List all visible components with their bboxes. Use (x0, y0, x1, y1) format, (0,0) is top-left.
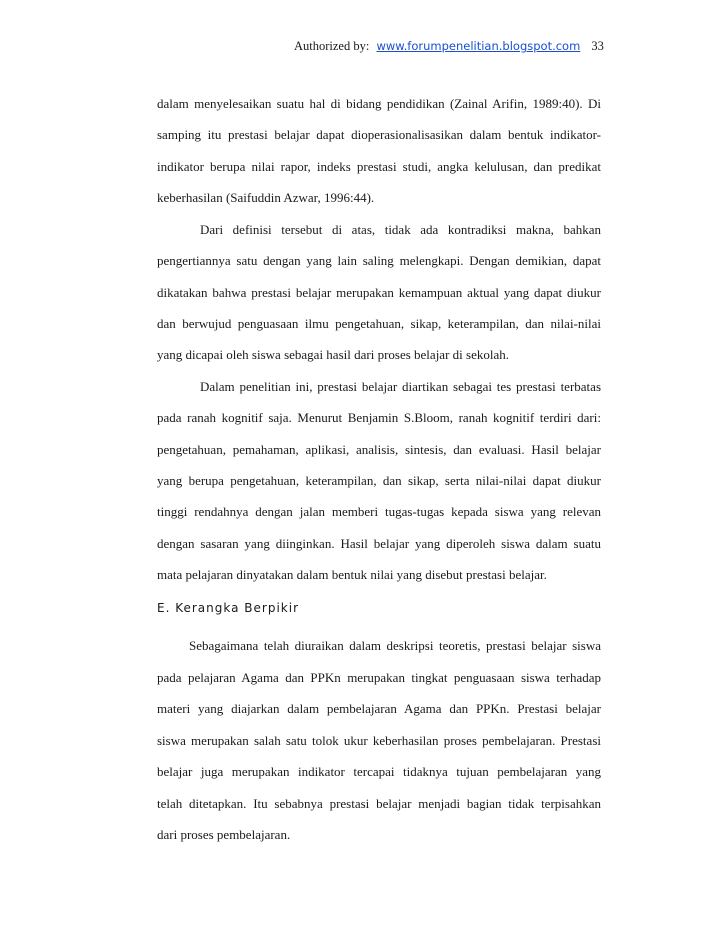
body-line: Dari definisi tersebut di atas, tidak ada kontradiksi makna, bahkan (200, 222, 601, 237)
body-line: yang berupa pengetahuan, keterampilan, dan sikap, serta nilai-nilai dapat diukur (157, 473, 601, 488)
body-line: pada ranah kognitif saja. Menurut Benjamin S.Bloom, ranah kognitif terdiri dari: (157, 410, 601, 425)
body-line: pada pelajaran Agama dan PPKn merupakan tingkat penguasaan siswa terhadap (157, 670, 601, 685)
body-line: indikator berupa nilai rapor, indeks prestasi studi, angka kelulusan, dan predikat (157, 159, 601, 174)
section-heading: E. Kerangka Berpikir (157, 601, 299, 615)
body-line: dan berwujud penguasaan ilmu pengetahuan, sikap, keterampilan, dan nilai-nilai (157, 316, 601, 331)
body-line: Sebagaimana telah diuraikan dalam deskripsi teoretis, prestasi belajar siswa (189, 638, 601, 653)
body-line: materi yang diajarkan dalam pembelajaran Agama dan PPKn. Prestasi belajar (157, 701, 601, 716)
page-number: 33 (591, 39, 604, 53)
body-line: telah ditetapkan. Itu sebabnya prestasi belajar menjadi bagian tidak terpisahkan (157, 796, 601, 811)
body-line: dari proses pembelajaran. (157, 827, 291, 842)
source-link[interactable]: www.forumpenelitian.blogspot.com (376, 39, 581, 53)
body-line: Dalam penelitian ini, prestasi belajar diartikan sebagai tes prestasi terbatas (200, 379, 601, 394)
body-line: tinggi rendahnya dengan jalan memberi tugas-tugas kepada siswa yang relevan (157, 504, 601, 519)
body-line: yang dicapai oleh siswa sebagai hasil dari proses belajar di sekolah. (157, 347, 509, 362)
body-line: belajar juga merupakan indikator tercapai tidaknya tujuan pembelajaran yang (157, 764, 601, 779)
body-line: siswa merupakan salah satu tolok ukur keberhasilan proses pembelajaran. Prestasi (157, 733, 601, 748)
body-line: mata pelajaran dinyatakan dalam bentuk nilai yang disebut prestasi belajar. (157, 567, 547, 582)
body-line: pengetahuan, pemahaman, aplikasi, analisis, sintesis, dan evaluasi. Hasil belajar (157, 442, 601, 457)
body-line: dengan sasaran yang diinginkan. Hasil belajar yang diperoleh siswa dalam suatu (157, 536, 601, 551)
body-line: dalam menyelesaikan suatu hal di bidang pendidikan (Zainal Arifin, 1989:40). Di (157, 96, 601, 111)
body-line: dikatakan bahwa prestasi belajar merupakan kemampuan aktual yang dapat diukur (157, 285, 601, 300)
body-line: samping itu prestasi belajar dapat dioperasionalisasikan dalam bentuk indikator- (157, 127, 601, 142)
body-line: pengertiannya satu dengan yang lain saling melengkapi. Dengan demikian, dapat (157, 253, 601, 268)
body-line: keberhasilan (Saifuddin Azwar, 1996:44). (157, 190, 375, 205)
page-header (294, 39, 604, 54)
authorized-label: Authorized by: (294, 39, 370, 53)
